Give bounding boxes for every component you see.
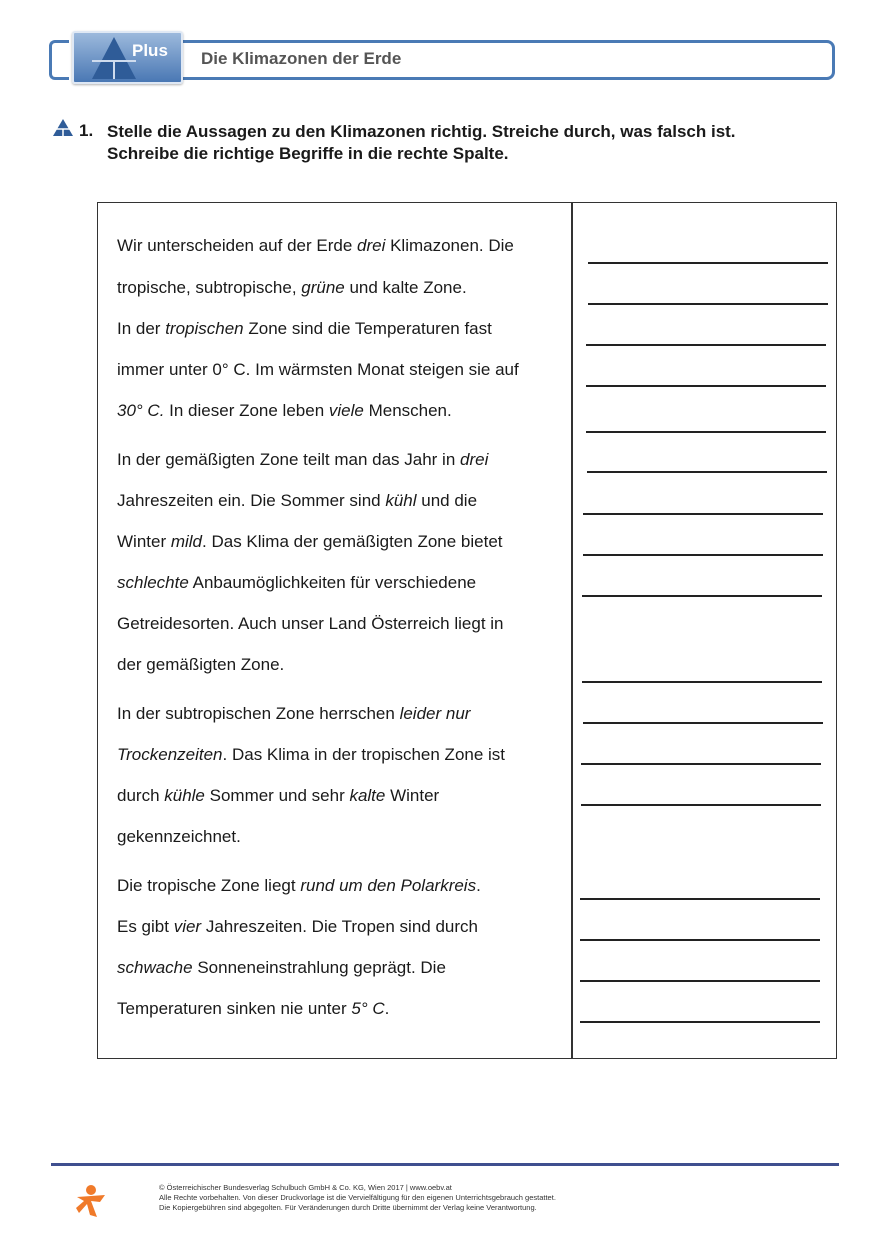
answer-write-line[interactable] bbox=[586, 431, 826, 433]
answer-write-line[interactable] bbox=[587, 471, 827, 473]
statement-line bbox=[117, 745, 505, 765]
statement-text-segment: Jahreszeiten ein. Die Sommer sind bbox=[117, 491, 386, 510]
statement-text-segment: Die tropische Zone liegt bbox=[117, 876, 301, 895]
task-instruction-line-2: Schreibe die richtige Begriffe in die rechte Spalte. bbox=[107, 144, 509, 163]
statement-text-segment: Es gibt bbox=[117, 917, 174, 936]
statement-line bbox=[117, 491, 477, 511]
task-triangle-icon bbox=[53, 119, 73, 137]
incorrect-term: tropischen bbox=[165, 319, 244, 338]
statement-text-segment: Winter bbox=[385, 786, 440, 805]
statement-text-segment: In dieser Zone leben bbox=[164, 401, 329, 420]
answer-write-line[interactable] bbox=[582, 681, 822, 683]
incorrect-term: drei bbox=[460, 450, 489, 469]
statement-line bbox=[117, 704, 470, 724]
footer-line-2: Alle Rechte vorbehalten. Von dieser Druckvorlage ist die Vervielfältigung für den eigenen Unterrichtsgebrauch gestattet. bbox=[159, 1193, 556, 1202]
statement-line bbox=[117, 958, 446, 978]
statement-text-segment: In der bbox=[117, 319, 166, 338]
statement-line bbox=[117, 573, 476, 593]
statement-text-segment: der gemäßigten Zone. bbox=[117, 655, 285, 674]
incorrect-term: leider nur bbox=[399, 704, 471, 723]
statement-text-segment: Anbaumöglichkeiten für verschiedene bbox=[188, 573, 477, 592]
statement-text-segment: Sonneneinstrahlung geprägt. Die bbox=[192, 958, 446, 977]
answer-write-line[interactable] bbox=[581, 804, 821, 806]
footer-copyright bbox=[159, 1183, 556, 1213]
statement-text-segment: Menschen. bbox=[363, 401, 452, 420]
answer-write-line[interactable] bbox=[581, 763, 821, 765]
statement-text-segment: In der gemäßigten Zone teilt man das Jahr in bbox=[117, 450, 461, 469]
footer-line-1: © Österreichischer Bundesverlag Schulbuch GmbH & Co. KG, Wien 2017 | www.oebv.at bbox=[159, 1183, 452, 1192]
page-title: Die Klimazonen der Erde bbox=[201, 49, 402, 68]
answer-write-line[interactable] bbox=[583, 722, 823, 724]
answer-write-line[interactable] bbox=[580, 898, 820, 900]
statement-line bbox=[117, 532, 503, 552]
statement-line bbox=[117, 278, 467, 298]
statement-text-segment: . Das Klima der gemäßigten Zone bietet bbox=[202, 532, 503, 551]
statement-line bbox=[117, 917, 478, 937]
statement-line bbox=[117, 827, 241, 847]
triangle-logo-icon bbox=[92, 37, 136, 81]
incorrect-term: drei bbox=[357, 236, 386, 255]
plus-logo bbox=[72, 31, 183, 84]
publisher-logo-icon bbox=[73, 1183, 109, 1219]
statement-line bbox=[117, 876, 481, 896]
answer-write-line[interactable] bbox=[580, 939, 820, 941]
statement-text-segment: gekennzeichnet. bbox=[117, 827, 241, 846]
incorrect-term: 5° C bbox=[351, 999, 385, 1018]
statement-text-segment: durch bbox=[117, 786, 165, 805]
incorrect-term: rund um den Polarkreis bbox=[300, 876, 477, 895]
answer-write-line[interactable] bbox=[588, 303, 828, 305]
statement-text-segment: . bbox=[476, 876, 481, 895]
statement-line bbox=[117, 401, 452, 421]
incorrect-term: kühl bbox=[385, 491, 417, 510]
incorrect-term: vier bbox=[173, 917, 202, 936]
statement-text-segment: immer unter 0° C. Im wärmsten Monat steigen sie auf bbox=[117, 360, 519, 379]
statement-line bbox=[117, 786, 439, 806]
incorrect-term: kühle bbox=[164, 786, 205, 805]
statement-text-segment: Zone sind die Temperaturen fast bbox=[243, 319, 492, 338]
answer-write-line[interactable] bbox=[586, 385, 826, 387]
incorrect-term: kalte bbox=[349, 786, 386, 805]
incorrect-term: viele bbox=[328, 401, 364, 420]
answer-write-line[interactable] bbox=[583, 513, 823, 515]
statement-text-segment: Winter bbox=[117, 532, 171, 551]
footer-rule bbox=[51, 1163, 839, 1166]
statement-line bbox=[117, 360, 519, 380]
statement-text-segment: Sommer und sehr bbox=[204, 786, 350, 805]
statement-text-segment: Wir unterscheiden auf der Erde bbox=[117, 236, 358, 255]
footer-line-3: Die Kopiergebühren sind abgegolten. Für Veränderungen durch Dritte übernimmt der Verlag keine Verantwortung. bbox=[159, 1203, 537, 1212]
statement-text-segment: und die bbox=[416, 491, 478, 510]
incorrect-term: schwache bbox=[117, 958, 193, 977]
statement-text-segment: Jahreszeiten. Die Tropen sind durch bbox=[201, 917, 478, 936]
table-column-divider bbox=[571, 202, 573, 1059]
logo-text: Plus bbox=[132, 41, 168, 60]
answer-write-line[interactable] bbox=[580, 980, 820, 982]
statement-line bbox=[117, 236, 514, 256]
incorrect-term: mild bbox=[170, 532, 203, 551]
answer-write-line[interactable] bbox=[583, 554, 823, 556]
statement-text-segment: . bbox=[384, 999, 390, 1018]
statement-text-segment: Temperaturen sinken nie unter bbox=[117, 999, 352, 1018]
incorrect-term: schlechte bbox=[117, 573, 189, 592]
statement-text-segment: . Das Klima in der tropischen Zone ist bbox=[222, 745, 506, 764]
task-instruction-line-1: Stelle die Aussagen zu den Klimazonen richtig. Streiche durch, was falsch ist. bbox=[107, 122, 736, 141]
statement-text-segment: und kalte Zone. bbox=[344, 278, 467, 297]
statement-text-segment: In der subtropischen Zone herrschen bbox=[117, 704, 400, 723]
header-bracket bbox=[49, 40, 69, 80]
answer-write-line[interactable] bbox=[588, 262, 828, 264]
answer-write-line[interactable] bbox=[582, 595, 822, 597]
statement-line bbox=[117, 450, 488, 470]
incorrect-term: grüne bbox=[301, 278, 345, 297]
statement-line bbox=[117, 614, 504, 634]
statement-line bbox=[117, 999, 389, 1019]
statement-text-segment: Getreidesorten. Auch unser Land Österreich liegt in bbox=[117, 614, 504, 633]
statement-line bbox=[117, 655, 284, 675]
answer-write-line[interactable] bbox=[586, 344, 826, 346]
incorrect-term: 30° C. bbox=[117, 401, 165, 420]
statement-text-segment: tropische, subtropische, bbox=[117, 278, 302, 297]
task-instruction bbox=[107, 121, 827, 165]
statement-text-segment: Klimazonen. Die bbox=[385, 236, 514, 255]
statement-line bbox=[117, 319, 492, 339]
task-number: 1. bbox=[79, 121, 94, 140]
answer-write-line[interactable] bbox=[580, 1021, 820, 1023]
incorrect-term: Trockenzeiten bbox=[117, 745, 223, 764]
